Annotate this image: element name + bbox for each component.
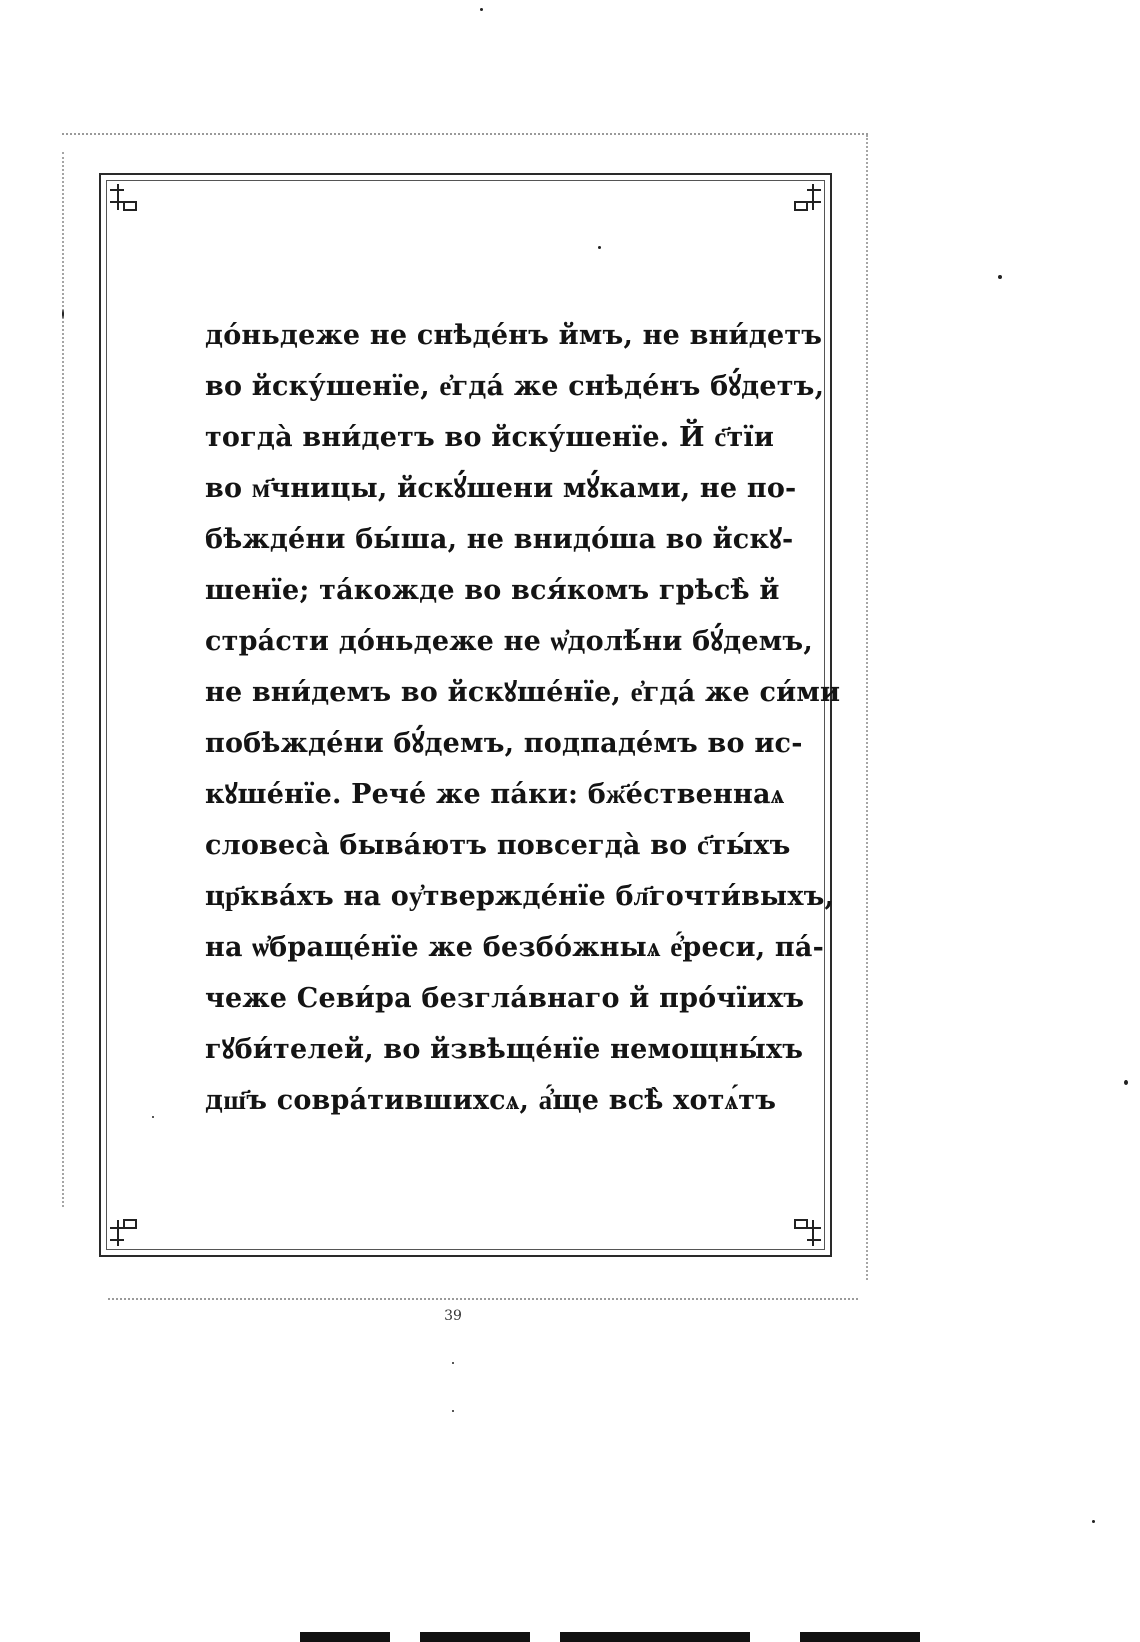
text-line: шенїе; та́кожде во вся́комъ грѣсѣ̀ й: [205, 575, 780, 606]
dotted-guide-right: [866, 135, 868, 1280]
text-line: во йску́шенїе, е҆гда́ же снѣде́нъ бꙋ́детъ,: [205, 371, 825, 402]
text-line: дш҃ъ совра́тившихсѧ, а҆́ще всѣ̀ хотѧ́тъ: [205, 1085, 777, 1116]
text-line: побѣжде́ни бꙋ́демъ, подпаде́мъ во ис-: [205, 728, 803, 759]
text-line: бѣжде́ни бы́ша, не внидо́ша во йскꙋ-: [205, 524, 794, 555]
page-number: 39: [444, 1308, 462, 1324]
text-line: цр҃ква́хъ на оу҆твержде́нїе бл҃гочти́выхъ,: [205, 881, 835, 912]
next-page-edge: [560, 1632, 750, 1642]
dotted-guide-bottom: [108, 1298, 858, 1300]
dust-speck: [152, 1116, 154, 1118]
corner-ornament-icon: [106, 180, 146, 220]
church-slavonic-text-block: [205, 310, 841, 1126]
text-line: на ѡ҆браще́нїе же безбо́жныѧ е҆́реси, па́-: [205, 932, 824, 963]
text-line: словеса̀ быва́ютъ повсегда̀ во с҃ты́хъ: [205, 830, 791, 861]
next-page-edge: [420, 1632, 530, 1642]
text-line: гꙋби́телей, во йзвѣще́нїе немощны́хъ: [205, 1034, 804, 1065]
dust-speck: [1092, 1520, 1095, 1523]
dust-speck: [598, 246, 601, 249]
corner-ornament-icon: [106, 1210, 146, 1250]
dust-speck: [480, 8, 483, 11]
next-page-edge: [300, 1632, 390, 1642]
dust-speck: [62, 310, 64, 318]
text-line: до́ньдеже не снѣде́нъ ймъ, не вни́детъ: [205, 320, 823, 351]
next-page-edge: [800, 1632, 920, 1642]
corner-ornament-icon: [785, 180, 825, 220]
dust-speck: [1124, 1080, 1128, 1085]
dust-speck: [452, 1410, 454, 1412]
dust-speck: [998, 275, 1002, 279]
corner-ornament-icon: [785, 1210, 825, 1250]
text-line: стра́сти до́ньдеже не ѡ҆долѣ́ни бꙋ́демъ,: [205, 626, 813, 657]
text-line: чеже Севи́ра безгла́внаго й про́чїихъ: [205, 983, 805, 1014]
text-line: во м҃чницы, йскꙋ́шени мꙋ́ками, не по-: [205, 473, 797, 504]
dust-speck: [452, 1362, 454, 1364]
text-line: кꙋше́нїе. Рече́ же па́ки: бж҃е́ственнаѧ: [205, 779, 785, 810]
dotted-guide-top: [62, 133, 868, 135]
text-line: тогда̀ вни́детъ во йску́шенїе. Й с҃тїи: [205, 422, 775, 453]
text-line: не вни́демъ во йскꙋше́нїе, е҆гда́ же си́ми: [205, 677, 841, 708]
